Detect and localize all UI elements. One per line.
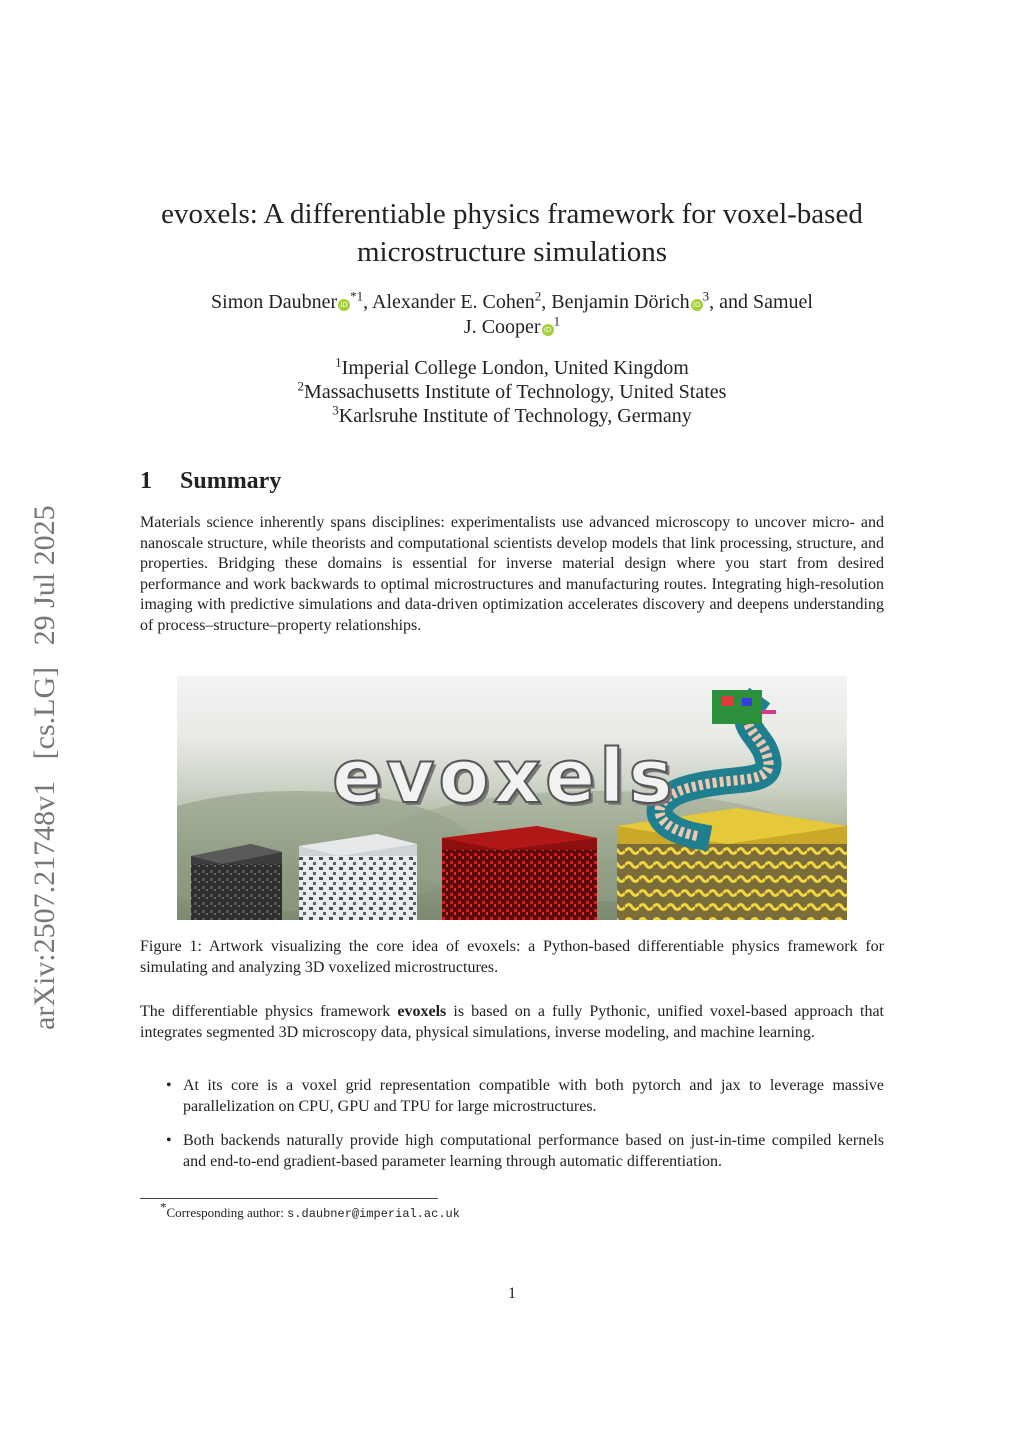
affiliation-1 — [140, 356, 884, 380]
author-sup: 1 — [553, 313, 561, 329]
orcid-icon[interactable]: iD — [338, 299, 350, 311]
title-line-2: microstructure simulations — [356, 236, 668, 268]
arxiv-id[interactable]: arXiv:2507.21748v1 — [28, 780, 61, 1030]
affiliation-text: Karlsruhe Institute of Technology, Germany — [338, 405, 692, 427]
bullet-icon: • — [166, 1077, 172, 1094]
list-item — [140, 1076, 884, 1117]
cube-dark-grey — [191, 844, 282, 920]
arxiv-date: 29 Jul 2025 — [28, 505, 61, 646]
evoxels-logo-text: evoxels — [332, 734, 677, 820]
author-line-2 — [140, 315, 884, 340]
orcid-icon[interactable]: iD — [691, 299, 703, 311]
affiliation-text: Imperial College London, United Kingdom — [341, 357, 689, 379]
author-email-link[interactable]: s.daubner@imperial.ac.uk — [287, 1207, 460, 1221]
affiliation-text: Massachusetts Institute of Technology, United States — [304, 381, 727, 403]
intro-text: The differentiable physics framework — [140, 1003, 398, 1020]
section-number: 1 — [140, 468, 152, 494]
list-item-text: At its core is a voxel grid representation compatible with both pytorch and jax to leverage massive parallelization on CPU, GPU and TPU for large microstructures. — [183, 1077, 884, 1115]
affiliation-3 — [140, 404, 884, 428]
affiliations — [140, 356, 884, 428]
cube-red — [442, 826, 597, 920]
figure-caption: Figure 1: Artwork visualizing the core idea of evoxels: a Python-based differentiable physics framework for simulating and analyzing 3D voxelized microstructures. — [140, 938, 884, 976]
author-name: , Alexander E. Cohen — [363, 291, 535, 313]
figure-artwork — [177, 676, 847, 920]
arxiv-category: [cs.LG] — [28, 666, 61, 760]
intro-paragraph — [140, 1002, 884, 1043]
affiliation-sup: 3 — [332, 402, 339, 418]
section-heading — [140, 468, 281, 495]
author-sup: *1 — [350, 288, 364, 304]
intro-text: is based on a fully Pythonic, unified voxel-based approach that integrates segmented 3D microscopy data, physical simulations, inverse modeling, and machine learning. — [140, 1003, 884, 1041]
author-name: Simon Daubner — [211, 291, 338, 313]
author-name: , Benjamin Dörich — [541, 291, 690, 313]
title-line-1: evoxels: A differentiable physics framework for voxel-based — [161, 198, 863, 230]
footnote-text: Corresponding author: — [166, 1205, 288, 1220]
list-item — [140, 1131, 884, 1172]
affiliation-sup: 1 — [335, 354, 342, 370]
author-connector: , and Samuel — [709, 291, 813, 313]
feature-list — [140, 1076, 884, 1186]
orcid-icon[interactable]: iD — [542, 324, 554, 336]
list-item-text: Both backends naturally provide high computational performance based on just-in-time compiled kernels and end-to-end gradient-based parameter learning through automatic differentiation. — [183, 1132, 884, 1170]
arxiv-sidebar — [28, 70, 68, 1030]
author-line-1 — [140, 290, 884, 315]
paper-title — [140, 195, 884, 271]
affiliation-sup: 2 — [297, 378, 305, 394]
bullet-icon: • — [166, 1132, 172, 1150]
summary-paragraph: Materials science inherently spans disciplines: experimentalists use advanced microscopy to uncover micro- and nanoscale structure, while theorists and computational scientists develop models that link processing, structure, and properties. Bridging these domains is essential for inverse material design where you start from desired performance and work backwards to optimal microstructures and manufacturing routes. Integrating high-resolution imaging with predictive simulations and data-driven optimization accelerates discovery and deepens understanding of process–structure–property relationships. — [140, 514, 884, 634]
author-list — [140, 290, 884, 340]
page-number: 1 — [508, 1285, 516, 1302]
footnote-divider — [140, 1198, 438, 1199]
footnote — [160, 1199, 460, 1221]
author-sup: 3 — [702, 288, 710, 304]
footnote-mark: * — [160, 1199, 167, 1215]
author-name: J. Cooper — [463, 316, 541, 338]
author-sup: 2 — [534, 288, 542, 304]
intro-bold-name: evoxels — [397, 1003, 447, 1020]
affiliation-2 — [140, 380, 884, 404]
cube-white-grey — [299, 834, 417, 920]
section-title: Summary — [180, 468, 282, 494]
